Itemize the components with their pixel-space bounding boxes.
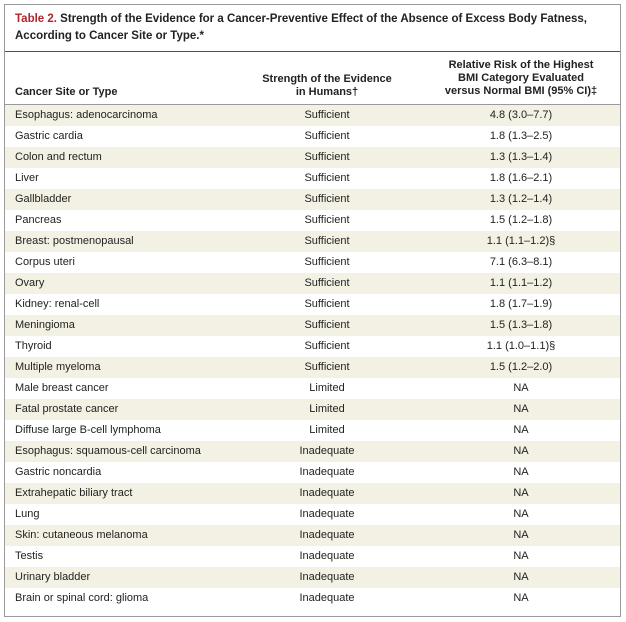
title-rule <box>5 51 620 52</box>
cell-relative-risk: 1.3 (1.3–1.4) <box>489 151 553 163</box>
cell-relative-risk: 1.8 (1.7–1.9) <box>489 298 553 310</box>
header-rr-line1: Relative Risk of the Highest <box>448 59 594 71</box>
header-evidence-line1: Strength of the Evidence <box>262 73 392 85</box>
cell-evidence: Limited <box>309 424 345 436</box>
cell-site: Lung <box>15 508 40 520</box>
table-row <box>5 168 620 189</box>
cell-site: Gastric noncardia <box>15 466 102 478</box>
cell-site: Meningioma <box>15 319 75 331</box>
header-relative-risk <box>435 59 607 98</box>
cell-relative-risk: 1.8 (1.3–2.5) <box>489 130 553 142</box>
cell-evidence: Sufficient <box>304 361 350 373</box>
cell-site: Corpus uteri <box>15 256 75 268</box>
table-row <box>5 567 620 588</box>
table-row <box>5 504 620 525</box>
cell-relative-risk: 1.8 (1.6–2.1) <box>489 172 553 184</box>
cell-evidence: Sufficient <box>304 319 350 331</box>
cell-relative-risk: NA <box>513 424 529 436</box>
cell-relative-risk: 1.3 (1.2–1.4) <box>489 193 553 205</box>
cell-relative-risk: NA <box>513 382 529 394</box>
cell-site: Male breast cancer <box>15 382 109 394</box>
cell-site: Esophagus: adenocarcinoma <box>15 109 158 121</box>
cell-site: Pancreas <box>15 214 62 226</box>
table-row <box>5 126 620 147</box>
table-row <box>5 210 620 231</box>
cell-relative-risk: 4.8 (3.0–7.7) <box>489 109 553 121</box>
table-row <box>5 588 620 609</box>
table-title <box>15 11 611 45</box>
header-rr-line3: versus Normal BMI (95% CI)‡ <box>444 85 598 97</box>
header-evidence <box>255 73 399 99</box>
table-row <box>5 105 620 126</box>
table-caption: Strength of the Evidence for a Cancer-Preventive Effect of the Absence of Excess Body Fatness, According to Cancer Site or Type.* <box>15 13 587 42</box>
cell-evidence: Limited <box>309 403 345 415</box>
cell-relative-risk: NA <box>513 508 529 520</box>
cell-evidence: Sufficient <box>304 235 350 247</box>
cell-relative-risk: NA <box>513 487 529 499</box>
cell-relative-risk: NA <box>513 403 529 415</box>
cell-relative-risk: 1.5 (1.2–1.8) <box>489 214 553 226</box>
cell-evidence: Sufficient <box>304 193 350 205</box>
cell-relative-risk: NA <box>513 592 529 604</box>
cell-site: Ovary <box>15 277 45 289</box>
cell-evidence: Inadequate <box>299 466 355 478</box>
cell-site: Skin: cutaneous melanoma <box>15 529 148 541</box>
cell-evidence: Sufficient <box>304 298 350 310</box>
cell-site: Colon and rectum <box>15 151 102 163</box>
cell-site: Thyroid <box>15 340 52 352</box>
table-row <box>5 252 620 273</box>
table-row <box>5 462 620 483</box>
cell-relative-risk: NA <box>513 571 529 583</box>
table-frame <box>4 4 621 617</box>
cell-relative-risk: 1.1 (1.1–1.2)§ <box>486 235 556 247</box>
table-row <box>5 399 620 420</box>
table-row <box>5 420 620 441</box>
cell-site: Multiple myeloma <box>15 361 101 373</box>
cell-evidence: Sufficient <box>304 109 350 121</box>
cell-evidence: Sufficient <box>304 256 350 268</box>
cell-evidence: Inadequate <box>299 508 355 520</box>
header-rr-line2: BMI Category Evaluated <box>458 72 584 84</box>
cell-evidence: Inadequate <box>299 571 355 583</box>
cell-site: Breast: postmenopausal <box>15 235 134 247</box>
cell-site: Gastric cardia <box>15 130 83 142</box>
cell-evidence: Sufficient <box>304 151 350 163</box>
cell-evidence: Inadequate <box>299 445 355 457</box>
table-row <box>5 273 620 294</box>
table-row <box>5 336 620 357</box>
table-row <box>5 147 620 168</box>
table-row <box>5 189 620 210</box>
cell-relative-risk: NA <box>513 445 529 457</box>
cell-site: Testis <box>15 550 44 562</box>
cell-evidence: Inadequate <box>299 550 355 562</box>
cell-evidence: Sufficient <box>304 340 350 352</box>
cell-evidence: Limited <box>309 382 345 394</box>
cell-evidence: Inadequate <box>299 487 355 499</box>
header-site: Cancer Site or Type <box>15 86 118 98</box>
table-body <box>5 105 620 609</box>
table-row <box>5 378 620 399</box>
cell-site: Urinary bladder <box>15 571 91 583</box>
cell-relative-risk: NA <box>513 466 529 478</box>
cell-relative-risk: 1.1 (1.0–1.1)§ <box>486 340 556 352</box>
table-row <box>5 315 620 336</box>
cell-evidence: Sufficient <box>304 172 350 184</box>
table-row <box>5 546 620 567</box>
cell-relative-risk: NA <box>513 550 529 562</box>
cell-site: Kidney: renal-cell <box>15 298 100 310</box>
cell-evidence: Inadequate <box>299 529 355 541</box>
cell-site: Gallbladder <box>15 193 72 205</box>
table-row <box>5 357 620 378</box>
cell-relative-risk: NA <box>513 529 529 541</box>
cell-site: Brain or spinal cord: glioma <box>15 592 149 604</box>
cell-evidence: Sufficient <box>304 130 350 142</box>
cell-relative-risk: 1.1 (1.1–1.2) <box>489 277 553 289</box>
cell-relative-risk: 7.1 (6.3–8.1) <box>489 256 553 268</box>
cell-relative-risk: 1.5 (1.3–1.8) <box>489 319 553 331</box>
cell-site: Esophagus: squamous-cell carcinoma <box>15 445 201 457</box>
table-row <box>5 483 620 504</box>
table-row <box>5 294 620 315</box>
table-row <box>5 231 620 252</box>
cell-evidence: Inadequate <box>299 592 355 604</box>
cell-site: Extrahepatic biliary tract <box>15 487 133 499</box>
cell-site: Liver <box>15 172 39 184</box>
table-label: Table 2. <box>15 13 57 25</box>
cell-evidence: Sufficient <box>304 214 350 226</box>
cell-site: Diffuse large B-cell lymphoma <box>15 424 161 436</box>
header-evidence-line2: in Humans† <box>295 86 359 98</box>
table-row <box>5 525 620 546</box>
cell-evidence: Sufficient <box>304 277 350 289</box>
cell-site: Fatal prostate cancer <box>15 403 119 415</box>
table-row <box>5 441 620 462</box>
cell-relative-risk: 1.5 (1.2–2.0) <box>489 361 553 373</box>
